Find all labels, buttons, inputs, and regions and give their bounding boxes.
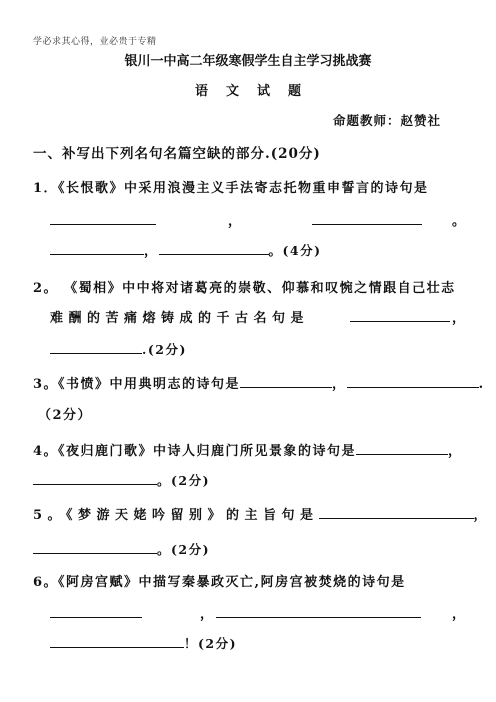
q1-blank-4[interactable] bbox=[159, 240, 269, 255]
q1-blank-3[interactable] bbox=[50, 240, 144, 255]
q3-score: （2分） bbox=[38, 408, 93, 423]
q5-sep-1: ， bbox=[473, 508, 489, 523]
q3-blank-2[interactable] bbox=[347, 373, 479, 388]
q5-blank-2[interactable] bbox=[33, 539, 157, 554]
q5-answer-row bbox=[33, 539, 210, 558]
q6-score: ！(2分) bbox=[184, 636, 238, 651]
q2-sep-1: ， bbox=[452, 311, 467, 326]
q2-answer-row bbox=[50, 339, 187, 358]
q1-answer-row1 bbox=[50, 210, 467, 229]
q3-sep-1: ， bbox=[332, 377, 347, 392]
q2-line2 bbox=[50, 307, 465, 326]
q3-line1 bbox=[33, 373, 485, 392]
subject-heading: 语文试题 bbox=[194, 84, 319, 99]
q2-blank-1[interactable] bbox=[350, 307, 450, 322]
q2-score: .(2分) bbox=[142, 342, 187, 357]
q6-answer-row1 bbox=[50, 603, 465, 622]
q6-prompt: 6。《阿房宫赋》中描写秦暴政灭亡,阿房宫被焚烧的诗句是 bbox=[33, 575, 406, 590]
watermark-text: 学必求其心得，业必贵于专精 bbox=[33, 37, 157, 47]
q6-sep-2: ， bbox=[452, 607, 467, 622]
q6-sep-1: ， bbox=[200, 607, 215, 622]
q4-blank-1[interactable] bbox=[356, 440, 448, 455]
q1-sep-1: ， bbox=[228, 214, 243, 229]
q2-prompt: 2。 《蜀相》中中将对诸葛亮的崇敬、仰慕和叹惋之情跟自己壮志 bbox=[33, 281, 456, 296]
q6-answer-row2 bbox=[50, 633, 237, 652]
q3-blank-1[interactable] bbox=[240, 373, 332, 388]
teacher-credit: 命题教师：赵赞社 bbox=[332, 113, 441, 128]
q4-score: 。(2分) bbox=[157, 473, 211, 488]
q1-score: 。(4分) bbox=[268, 243, 322, 258]
q4-blank-2[interactable] bbox=[33, 470, 157, 485]
q6-blank-1[interactable] bbox=[50, 603, 142, 618]
document-title: 银川一中高二年级寒假学生自主学习挑战赛 bbox=[124, 54, 372, 69]
q3-end-1: . bbox=[478, 377, 485, 392]
q1-blank-2[interactable] bbox=[312, 210, 422, 225]
q4-line1 bbox=[33, 440, 463, 459]
q3-prompt: 3。《书愤》中用典明志的诗句是 bbox=[33, 377, 241, 392]
q1-answer-row2 bbox=[50, 240, 322, 259]
q5-prompt: 5。《梦游天姥吟留别》的主旨句是 bbox=[33, 508, 319, 523]
q5-blank-1[interactable] bbox=[319, 504, 474, 519]
q1-blank-1[interactable] bbox=[50, 210, 156, 225]
q6-blank-3[interactable] bbox=[50, 633, 184, 648]
q1-prompt: 1．《长恨歌》中采用浪漫主义手法寄志托物重申誓言的诗句是 bbox=[33, 181, 429, 196]
q4-prompt: 4。《夜归鹿门歌》中诗人归鹿门所见景象的诗句是 bbox=[33, 444, 357, 459]
q4-sep-1: ， bbox=[448, 444, 463, 459]
q1-end-1: 。 bbox=[452, 214, 467, 229]
q5-line1 bbox=[33, 504, 488, 523]
q1-sep-2: ， bbox=[144, 244, 159, 259]
q6-blank-2[interactable] bbox=[216, 603, 421, 618]
q5-score: 。(2分) bbox=[157, 542, 211, 557]
q2-prompt-cont: 难酬的苦痛熔铸成的千古名句是 bbox=[50, 311, 310, 326]
q4-answer-row bbox=[33, 470, 210, 489]
q2-blank-2[interactable] bbox=[50, 339, 142, 354]
section-heading: 一、补写出下列名句名篇空缺的部分.(20分) bbox=[33, 146, 321, 162]
